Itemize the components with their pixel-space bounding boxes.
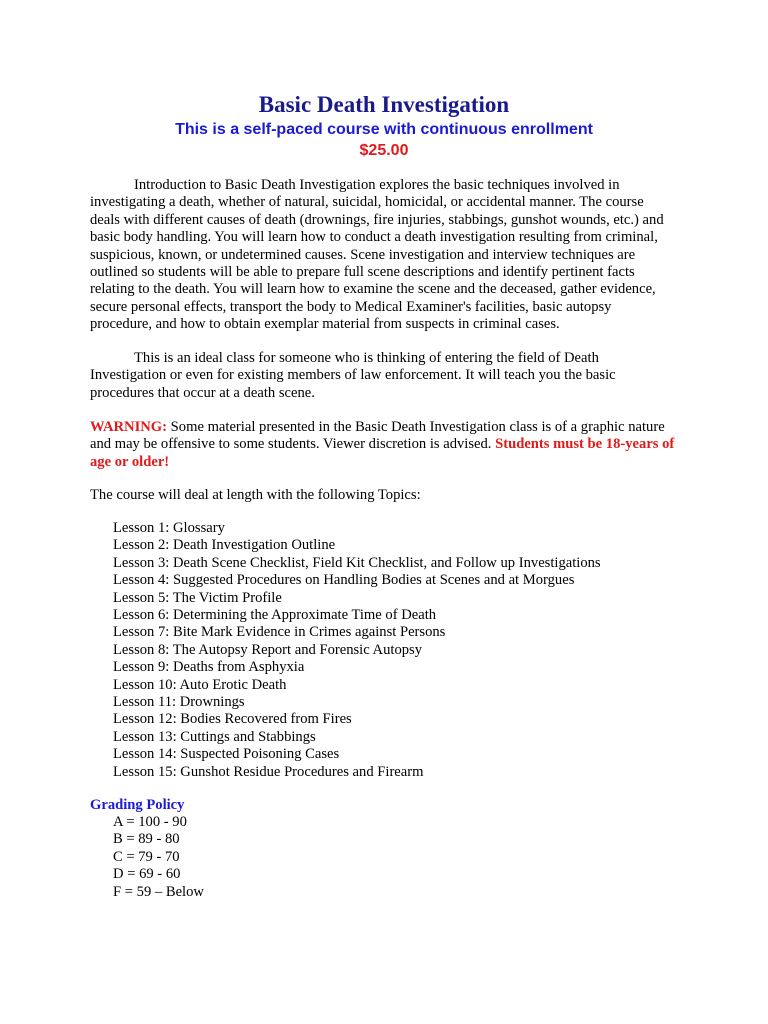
course-price: $25.00 [359,142,409,159]
grade-item: D = 69 - 60 [113,866,181,883]
lesson-item: Lesson 2: Death Investigation Outline [113,537,336,554]
ideal-class-paragraph: This is an ideal class for someone who is thinking of entering the field of Death Investigation or even for existing members of law enforcement. It will teach you the basic procedures that occur at a death scene. [90,350,616,401]
lesson-item: Lesson 6: Determining the Approximate Time of Death [113,607,437,624]
lesson-item: Lesson 12: Bodies Recovered from Fires [113,711,352,728]
lesson-item: Lesson 14: Suspected Poisoning Cases [113,746,340,763]
warning-label: WARNING: [90,419,168,435]
age-notice: Students must be 18-years of age or older! [90,436,675,470]
page-title: Basic Death Investigation [258,92,510,117]
warning-text: Some material presented in the Basic Death Investigation class is of a graphic nature and may be offensive to some students. Viewer discretion is advised. [90,419,665,453]
lesson-item: Lesson 4: Suggested Procedures on Handling Bodies at Scenes and at Morgues [113,572,575,589]
lesson-item: Lesson 9: Deaths from Asphyxia [113,659,305,676]
page-subtitle: This is a self-paced course with continuous enrollment [175,121,593,138]
grade-item: B = 89 - 80 [113,831,180,848]
grade-list [113,814,204,901]
warning-paragraph [90,419,675,471]
lesson-item: Lesson 10: Auto Erotic Death [113,676,287,693]
lesson-list [113,520,601,781]
grade-item: A = 100 - 90 [113,814,187,830]
lesson-item: Lesson 5: The Victim Profile [113,589,282,606]
lesson-item: Lesson 7: Bite Mark Evidence in Crimes against Persons [113,624,446,641]
grade-item: F = 59 – Below [113,883,204,900]
intro-paragraph: Introduction to Basic Death Investigation explores the basic techniques involved in investigating a death, whether of natural, suicidal, homicidal, or accidental manner. The course deals with different causes of death (drownings, fire injuries, stabbings, gunshot wounds, etc.) and basic body handling. You will learn how to conduct a death investigation resulting from criminal, suspicious, known, or undetermined causes. Scene investigation and interview techniques are outlined so students will be able to prepare full scene descriptions and identify pertinent facts relating to the death. You will learn how to examine the scene and the deceased, gather evidence, secure personal effects, transport the body to Medical Examiner's facilities, basic autopsy procedure, and how to obtain exemplar material from suspects in criminal cases. [90,177,664,333]
grade-item: C = 79 - 70 [113,848,180,865]
topics-intro: The course will deal at length with the following Topics: [90,487,421,503]
lesson-item: Lesson 1: Glossary [113,520,225,536]
lesson-item: Lesson 3: Death Scene Checklist, Field Kit Checklist, and Follow up Investigations [113,554,601,571]
lesson-item: Lesson 13: Cuttings and Stabbings [113,728,316,745]
grading-policy-heading: Grading Policy [90,797,185,813]
lesson-item: Lesson 8: The Autopsy Report and Forensic Autopsy [113,641,423,658]
lesson-item: Lesson 15: Gunshot Residue Procedures and Firearm [113,763,424,780]
lesson-item: Lesson 11: Drownings [113,694,245,711]
